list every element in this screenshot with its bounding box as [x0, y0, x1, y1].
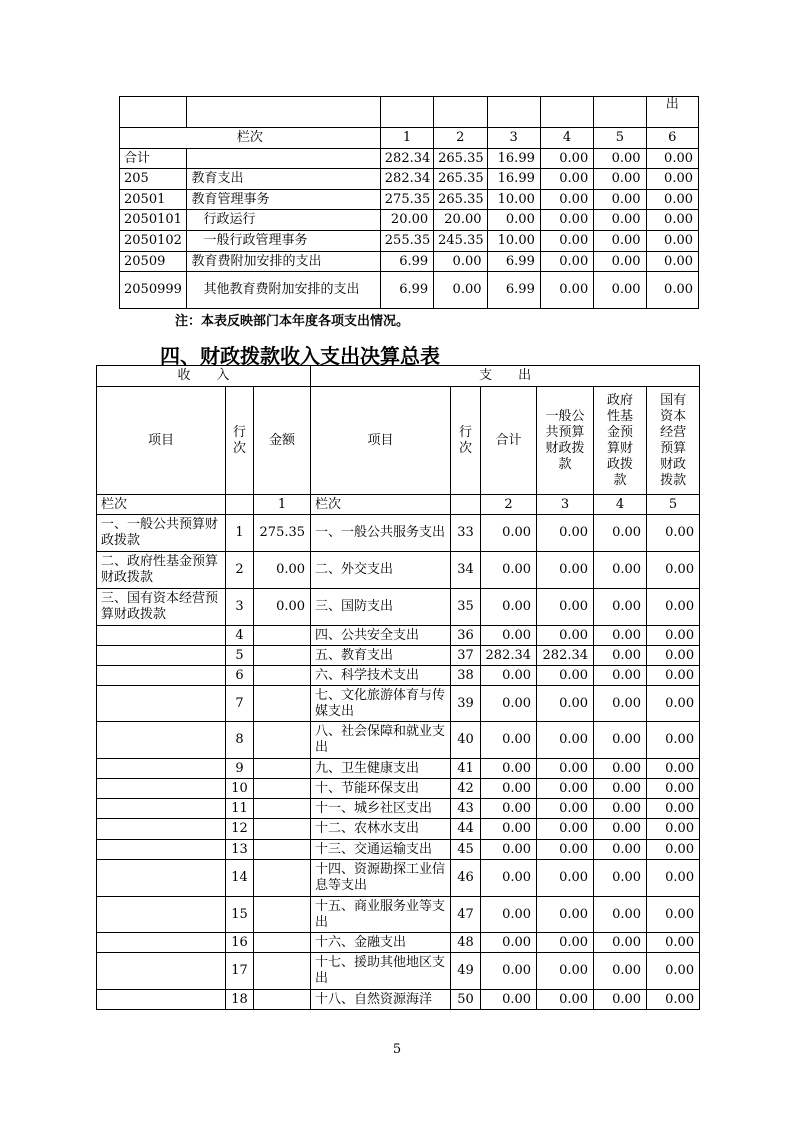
income-item [97, 686, 226, 722]
expense-item: 十八、自然资源海洋 [311, 990, 451, 1010]
expense-amount: 0.00 [537, 933, 594, 953]
expense-amount: 0.00 [594, 840, 647, 860]
amount-cell: 0.00 [594, 169, 646, 190]
expense-amount: 0.00 [537, 897, 594, 933]
income-amount [254, 897, 311, 933]
income-line-no: 11 [226, 799, 254, 819]
expense-amount: 0.00 [647, 779, 700, 799]
table-row [97, 515, 700, 552]
table-row [97, 722, 700, 759]
expense-line-no: 34 [451, 552, 481, 589]
section-title: 四、财政拨款收入支出决算总表 [160, 344, 440, 368]
expense-line-no: 44 [451, 819, 481, 840]
expense-item: 四、公共安全支出 [311, 626, 451, 646]
expense-amount: 0.00 [481, 626, 537, 646]
table-row [120, 272, 699, 309]
expense-amount: 0.00 [647, 722, 700, 759]
income-amount [254, 646, 311, 666]
income-line-no: 4 [226, 626, 254, 646]
expense-item: 十二、农林水支出 [311, 819, 451, 840]
income-header: 收 入 [97, 366, 311, 387]
table-row [97, 819, 700, 840]
expense-amount: 0.00 [647, 626, 700, 646]
expense-amount: 0.00 [594, 953, 647, 990]
fiscal-summary-table [96, 365, 700, 1010]
expense-amount: 0.00 [481, 552, 537, 589]
expense-amount: 0.00 [594, 860, 647, 897]
column-number-row: 栏次 1 栏次 2 3 4 5 [97, 495, 700, 515]
table-note: 注：本表反映部门本年度各项支出情况。 [175, 314, 410, 329]
table-row [97, 840, 700, 860]
expense-item: 二、外交支出 [311, 552, 451, 589]
income-line-no: 5 [226, 646, 254, 666]
expense-line-no: 36 [451, 626, 481, 646]
expense-amount: 0.00 [537, 819, 594, 840]
expense-amount: 0.00 [647, 840, 700, 860]
amount-cell: 282.34 [380, 149, 433, 169]
income-amount: 0.00 [254, 589, 311, 626]
expense-line-no: 48 [451, 933, 481, 953]
table-row [120, 210, 699, 231]
amount-cell: 0.00 [540, 231, 593, 252]
amount-cell: 0.00 [646, 231, 698, 252]
amount-cell: 0.00 [540, 252, 593, 272]
table-header-continuation [120, 97, 699, 128]
expense-item: 十六、金融支出 [311, 933, 451, 953]
amount-cell: 0.00 [594, 149, 646, 169]
expense-line-no: 38 [451, 666, 481, 686]
income-item: 一、一般公共预算财政拨款 [97, 515, 226, 552]
amount-cell: 10.00 [487, 231, 540, 252]
column-number-row: 栏次 1 2 3 4 5 6 [120, 128, 699, 149]
income-line-no: 18 [226, 990, 254, 1010]
amount-cell: 0.00 [646, 210, 698, 231]
expense-amount: 0.00 [537, 626, 594, 646]
expense-header: 支 出 [311, 366, 700, 387]
table-row [120, 149, 699, 169]
account-name: 教育支出 [187, 169, 380, 190]
amount-cell: 0.00 [594, 272, 646, 309]
amount-cell: 0.00 [434, 272, 487, 309]
expense-line-no: 45 [451, 840, 481, 860]
income-line-no: 1 [226, 515, 254, 552]
expense-line-no: 39 [451, 686, 481, 722]
expense-amount: 0.00 [481, 840, 537, 860]
income-item [97, 626, 226, 646]
table-row [120, 190, 699, 210]
table-row [97, 646, 700, 666]
income-line-no: 13 [226, 840, 254, 860]
income-line-no: 7 [226, 686, 254, 722]
table-row [97, 589, 700, 626]
expense-amount: 0.00 [537, 552, 594, 589]
expense-amount: 0.00 [594, 799, 647, 819]
income-line-no: 15 [226, 897, 254, 933]
amount-cell: 255.35 [380, 231, 433, 252]
table-row [97, 897, 700, 933]
expense-amount: 0.00 [594, 722, 647, 759]
table-row [120, 252, 699, 272]
expense-amount: 0.00 [537, 840, 594, 860]
amount-cell: 265.35 [434, 169, 487, 190]
income-line-no: 8 [226, 722, 254, 759]
expense-amount: 0.00 [594, 552, 647, 589]
expense-amount: 0.00 [481, 666, 537, 686]
expense-amount: 0.00 [537, 686, 594, 722]
account-name [187, 149, 380, 169]
income-line-no: 16 [226, 933, 254, 953]
expense-amount: 0.00 [481, 799, 537, 819]
expense-amount: 0.00 [594, 759, 647, 779]
expense-amount: 0.00 [537, 990, 594, 1010]
income-item [97, 646, 226, 666]
expense-amount: 0.00 [647, 552, 700, 589]
amount-cell: 16.99 [487, 149, 540, 169]
income-item [97, 860, 226, 897]
expenditure-table [119, 96, 699, 309]
income-item: 三、国有资本经营预算财政拨款 [97, 589, 226, 626]
table-row [97, 552, 700, 589]
amount-cell: 0.00 [646, 149, 698, 169]
expense-item: 六、科学技术支出 [311, 666, 451, 686]
expense-item: 十五、商业服务业等支出 [311, 897, 451, 933]
expense-amount: 0.00 [481, 759, 537, 779]
amount-cell: 282.34 [380, 169, 433, 190]
table-row [97, 759, 700, 779]
expense-amount: 0.00 [647, 515, 700, 552]
amount-cell: 20.00 [434, 210, 487, 231]
account-code: 2050999 [120, 272, 187, 309]
expense-amount: 0.00 [537, 666, 594, 686]
table-row [97, 860, 700, 897]
table-row [97, 686, 700, 722]
amount-cell: 275.35 [380, 190, 433, 210]
account-code: 2050101 [120, 210, 187, 231]
amount-cell: 0.00 [540, 272, 593, 309]
income-item [97, 953, 226, 990]
account-code: 合计 [120, 149, 187, 169]
account-name: 行政运行 [187, 210, 380, 231]
expense-amount: 0.00 [594, 666, 647, 686]
table-row [97, 990, 700, 1010]
income-item [97, 840, 226, 860]
expense-amount: 0.00 [481, 819, 537, 840]
expense-line-no: 43 [451, 799, 481, 819]
expense-amount: 0.00 [481, 779, 537, 799]
expense-item: 十一、城乡社区支出 [311, 799, 451, 819]
income-line-no: 6 [226, 666, 254, 686]
income-amount [254, 953, 311, 990]
account-code: 2050102 [120, 231, 187, 252]
amount-cell: 16.99 [487, 169, 540, 190]
amount-cell: 0.00 [487, 210, 540, 231]
amount-cell: 6.99 [380, 272, 433, 309]
expense-amount: 0.00 [647, 799, 700, 819]
amount-cell: 0.00 [646, 190, 698, 210]
account-code: 20501 [120, 190, 187, 210]
amount-cell: 245.35 [434, 231, 487, 252]
income-item [97, 897, 226, 933]
amount-cell: 10.00 [487, 190, 540, 210]
expense-amount: 0.00 [647, 759, 700, 779]
expense-amount: 282.34 [481, 646, 537, 666]
income-amount [254, 779, 311, 799]
expense-amount: 0.00 [537, 799, 594, 819]
income-amount [254, 933, 311, 953]
amount-cell: 0.00 [594, 252, 646, 272]
expense-item: 八、社会保障和就业支出 [311, 722, 451, 759]
expense-amount: 0.00 [481, 686, 537, 722]
amount-cell: 0.00 [540, 169, 593, 190]
expense-amount: 0.00 [647, 686, 700, 722]
expense-line-no: 33 [451, 515, 481, 552]
income-item [97, 819, 226, 840]
income-amount [254, 626, 311, 646]
account-code: 20509 [120, 252, 187, 272]
expense-amount: 0.00 [594, 819, 647, 840]
table-row [97, 626, 700, 646]
table-row [97, 953, 700, 990]
expense-amount: 0.00 [647, 933, 700, 953]
expense-amount: 0.00 [647, 990, 700, 1010]
income-line-no: 2 [226, 552, 254, 589]
income-amount [254, 759, 311, 779]
expense-amount: 0.00 [481, 933, 537, 953]
expense-amount: 0.00 [647, 953, 700, 990]
income-amount [254, 840, 311, 860]
expense-line-no: 41 [451, 759, 481, 779]
expense-amount: 282.34 [537, 646, 594, 666]
amount-cell: 265.35 [434, 149, 487, 169]
expense-line-no: 47 [451, 897, 481, 933]
income-line-no: 14 [226, 860, 254, 897]
account-name: 教育费附加安排的支出 [187, 252, 380, 272]
column-header-row: 项目 行次 金额 项目 行次 合计 一般公共预算财政拨款 政府性基金预算财政拨款 国有资本经营预算财政拨款 [97, 387, 700, 495]
amount-cell: 0.00 [540, 149, 593, 169]
table-row [120, 169, 699, 190]
income-amount [254, 666, 311, 686]
amount-cell: 0.00 [646, 169, 698, 190]
table-row [97, 779, 700, 799]
amount-cell: 0.00 [594, 210, 646, 231]
expense-amount: 0.00 [537, 779, 594, 799]
income-item: 二、政府性基金预算财政拨款 [97, 552, 226, 589]
expense-amount: 0.00 [594, 897, 647, 933]
expense-amount: 0.00 [537, 589, 594, 626]
amount-cell: 265.35 [434, 190, 487, 210]
expense-amount: 0.00 [647, 589, 700, 626]
expense-amount: 0.00 [537, 515, 594, 552]
expense-amount: 0.00 [481, 589, 537, 626]
expense-amount: 0.00 [537, 860, 594, 897]
expense-amount: 0.00 [594, 626, 647, 646]
amount-cell: 20.00 [380, 210, 433, 231]
amount-cell: 0.00 [646, 252, 698, 272]
income-amount: 275.35 [254, 515, 311, 552]
expense-line-no: 37 [451, 646, 481, 666]
account-name: 教育管理事务 [187, 190, 380, 210]
expense-amount: 0.00 [594, 686, 647, 722]
account-name: 一般行政管理事务 [187, 231, 380, 252]
expense-amount: 0.00 [481, 953, 537, 990]
expense-amount: 0.00 [594, 515, 647, 552]
expense-line-no: 49 [451, 953, 481, 990]
expense-item: 五、教育支出 [311, 646, 451, 666]
table-row [97, 799, 700, 819]
amount-cell: 0.00 [434, 252, 487, 272]
expense-item: 十四、资源勘探工业信息等支出 [311, 860, 451, 897]
expense-amount: 0.00 [481, 897, 537, 933]
income-amount: 0.00 [254, 552, 311, 589]
expense-amount: 0.00 [594, 646, 647, 666]
table-row [97, 666, 700, 686]
expense-amount: 0.00 [647, 646, 700, 666]
amount-cell: 6.99 [487, 252, 540, 272]
income-item [97, 722, 226, 759]
expense-amount: 0.00 [647, 666, 700, 686]
account-code: 205 [120, 169, 187, 190]
account-name: 其他教育费附加安排的支出 [187, 272, 380, 309]
expense-line-no: 35 [451, 589, 481, 626]
income-item [97, 666, 226, 686]
income-amount [254, 860, 311, 897]
expense-amount: 0.00 [537, 722, 594, 759]
income-item [97, 759, 226, 779]
income-line-no: 9 [226, 759, 254, 779]
page-number: 5 [392, 1042, 402, 1057]
expense-line-no: 50 [451, 990, 481, 1010]
expense-amount: 0.00 [647, 897, 700, 933]
expense-item: 十、节能环保支出 [311, 779, 451, 799]
expense-amount: 0.00 [481, 722, 537, 759]
income-line-no: 17 [226, 953, 254, 990]
amount-cell: 0.00 [594, 231, 646, 252]
table-row [120, 231, 699, 252]
expense-line-no: 42 [451, 779, 481, 799]
expense-amount: 0.00 [594, 933, 647, 953]
section-header-row [97, 366, 700, 387]
income-amount [254, 686, 311, 722]
income-item [97, 933, 226, 953]
income-amount [254, 819, 311, 840]
expense-item: 九、卫生健康支出 [311, 759, 451, 779]
income-item [97, 779, 226, 799]
expense-item: 十七、援助其他地区支出 [311, 953, 451, 990]
table-row [97, 933, 700, 953]
income-item [97, 990, 226, 1010]
amount-cell: 0.00 [646, 272, 698, 309]
amount-cell: 0.00 [594, 190, 646, 210]
income-item [97, 799, 226, 819]
income-line-no: 10 [226, 779, 254, 799]
expense-amount: 0.00 [594, 990, 647, 1010]
amount-cell: 0.00 [540, 210, 593, 231]
amount-cell: 6.99 [380, 252, 433, 272]
expense-amount: 0.00 [537, 759, 594, 779]
income-line-no: 12 [226, 819, 254, 840]
amount-cell: 6.99 [487, 272, 540, 309]
income-amount [254, 990, 311, 1010]
expense-amount: 0.00 [537, 953, 594, 990]
expense-amount: 0.00 [594, 779, 647, 799]
income-line-no: 3 [226, 589, 254, 626]
income-amount [254, 799, 311, 819]
expense-item: 十三、交通运输支出 [311, 840, 451, 860]
expense-amount: 0.00 [647, 860, 700, 897]
expense-amount: 0.00 [647, 819, 700, 840]
header-cell: 出 [646, 97, 698, 128]
expense-line-no: 46 [451, 860, 481, 897]
income-amount [254, 722, 311, 759]
expense-item: 七、文化旅游体育与传媒支出 [311, 686, 451, 722]
expense-amount: 0.00 [481, 990, 537, 1010]
amount-cell: 0.00 [540, 190, 593, 210]
expense-amount: 0.00 [481, 515, 537, 552]
expense-line-no: 40 [451, 722, 481, 759]
expense-item: 一、一般公共服务支出 [311, 515, 451, 552]
expense-item: 三、国防支出 [311, 589, 451, 626]
expense-amount: 0.00 [481, 860, 537, 897]
expense-amount: 0.00 [594, 589, 647, 626]
